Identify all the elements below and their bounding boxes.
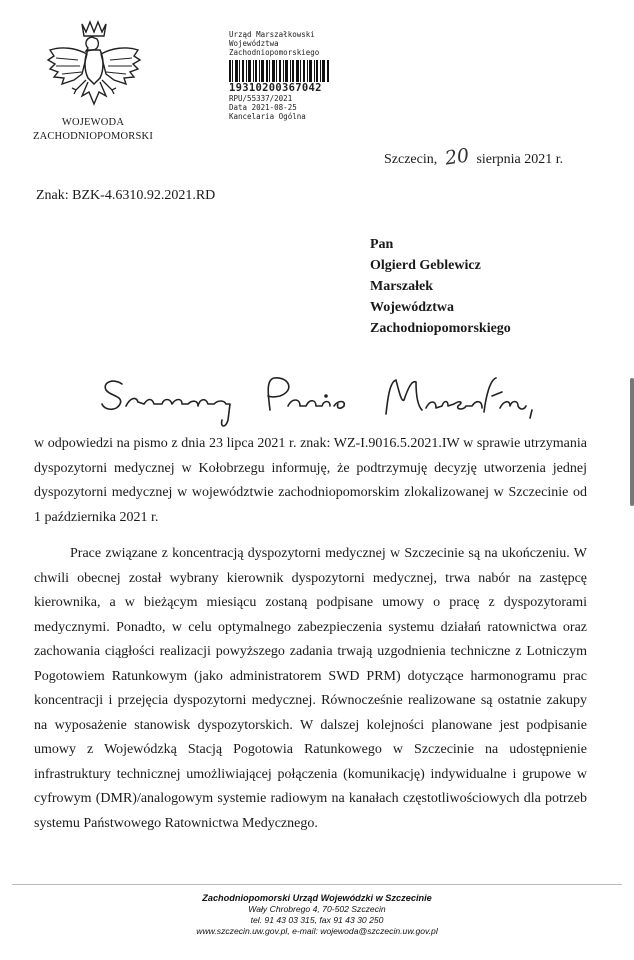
stamp-date: Data 2021-08-25 — [229, 103, 297, 112]
reference-number: Znak: BZK-4.6310.92.2021.RD — [36, 188, 216, 203]
addressee-line-2: Olgierd Geblewicz — [370, 258, 481, 273]
addressee-line-4: Województwa — [370, 300, 454, 315]
registration-number: RPU/55337/2021 — [229, 94, 293, 103]
stamp-line-2: Województwa — [229, 39, 279, 48]
paragraph-1: w odpowiedzi na pismo z dnia 23 lipca 2021 r. znak: WZ-I.9016.5.2021.IW w sprawie utrzymania dyspozytorni medycznej w Kołobrzegu informuję, że podtrzymuję decyzję utworzenia jednej dyspozytorni medycznej w województwie zachodniopomorskim zlokalizowanej w Szczecinie od 1 października 2021 r. — [34, 436, 587, 525]
scrollbar[interactable] — [630, 378, 634, 506]
date-city: Szczecin, — [384, 152, 438, 167]
letter-body — [34, 432, 587, 836]
footer-address: Wały Chrobrego 4, 70-502 Szczecin — [248, 904, 386, 914]
footer — [120, 893, 514, 937]
paragraph-2: Prace związane z koncentracją dyspozytorni medycznej w Szczecinie są na ukończeniu. W chwili obecnej został wybrany kierownik dyspozytorni medycznej, trwa nabór na zastępcę kierownika, a w bieżącym miesiącu zostaną podpisane umowy o pracę z dyspozytorami medycznymi. Ponadto, w celu optymalnego zabezpieczenia systemu działań ratownictwa oraz zachowania ciągłości realizacji powyższego zadania trwają uzgodnienia techniczne z Lotniczym Pogotowiem Ratunkowym (jako administratorem SWD PRM) dotyczące harmonogramu prac koncentracji i przejęcia dyspozytorni medycznej. Równocześnie realizowane są ostatnie zakupy na wyposażenie stanowisk dyspozytorskich. W dalszej kolejności planowane jest podpisanie umowy z Wojewódzką Stacją Pogotowia Ratunkowego w Szczecinie na udostępnienie infrastruktury technicznej umożliwiającej połączenia (komunikację) indywidualne i grupowe w cyfrowym (DMR)/analogowym systemie radiowym na kanałach częstotliwościowych dla potrzeb systemu Państwowego Ratownictwa Medycznego. — [34, 546, 587, 831]
eagle-emblem-icon — [42, 18, 146, 114]
addressee-line-5: Zachodniopomorskiego — [370, 321, 511, 336]
addressee-block — [370, 234, 511, 339]
date-line — [384, 146, 563, 168]
office-title: WOJEWODA — [61, 117, 125, 128]
office-region: ZACHODNIOPOMORSKI — [32, 131, 154, 142]
footer-office-name: Zachodniopomorski Urząd Wojewódzki w Szczecinie — [202, 893, 432, 903]
date-day-handwritten: 20 — [443, 144, 471, 170]
footer-phone: tel. 91 43 03 315, fax 91 43 30 250 — [250, 915, 384, 925]
stamp-line-1: Urząd Marszałkowski — [229, 30, 315, 39]
footer-web-email: www.szczecin.uw.gov.pl, e-mail: wojewoda@szczecin.uw.gov.pl — [196, 926, 438, 936]
addressee-line-1: Pan — [370, 237, 394, 252]
registry-stamp — [229, 30, 341, 121]
date-month-year: sierpnia 2021 r. — [476, 152, 564, 167]
handwritten-salutation — [100, 370, 560, 434]
barcode-number: 19310200367042 — [229, 82, 322, 94]
barcode-icon — [229, 60, 329, 82]
addressee-line-3: Marszałek — [370, 279, 433, 294]
stamp-office: Kancelaria Ogólna — [229, 112, 306, 121]
footer-divider — [12, 884, 622, 885]
office-heading — [16, 116, 170, 144]
stamp-line-3: Zachodniopomorskiego — [229, 48, 320, 57]
